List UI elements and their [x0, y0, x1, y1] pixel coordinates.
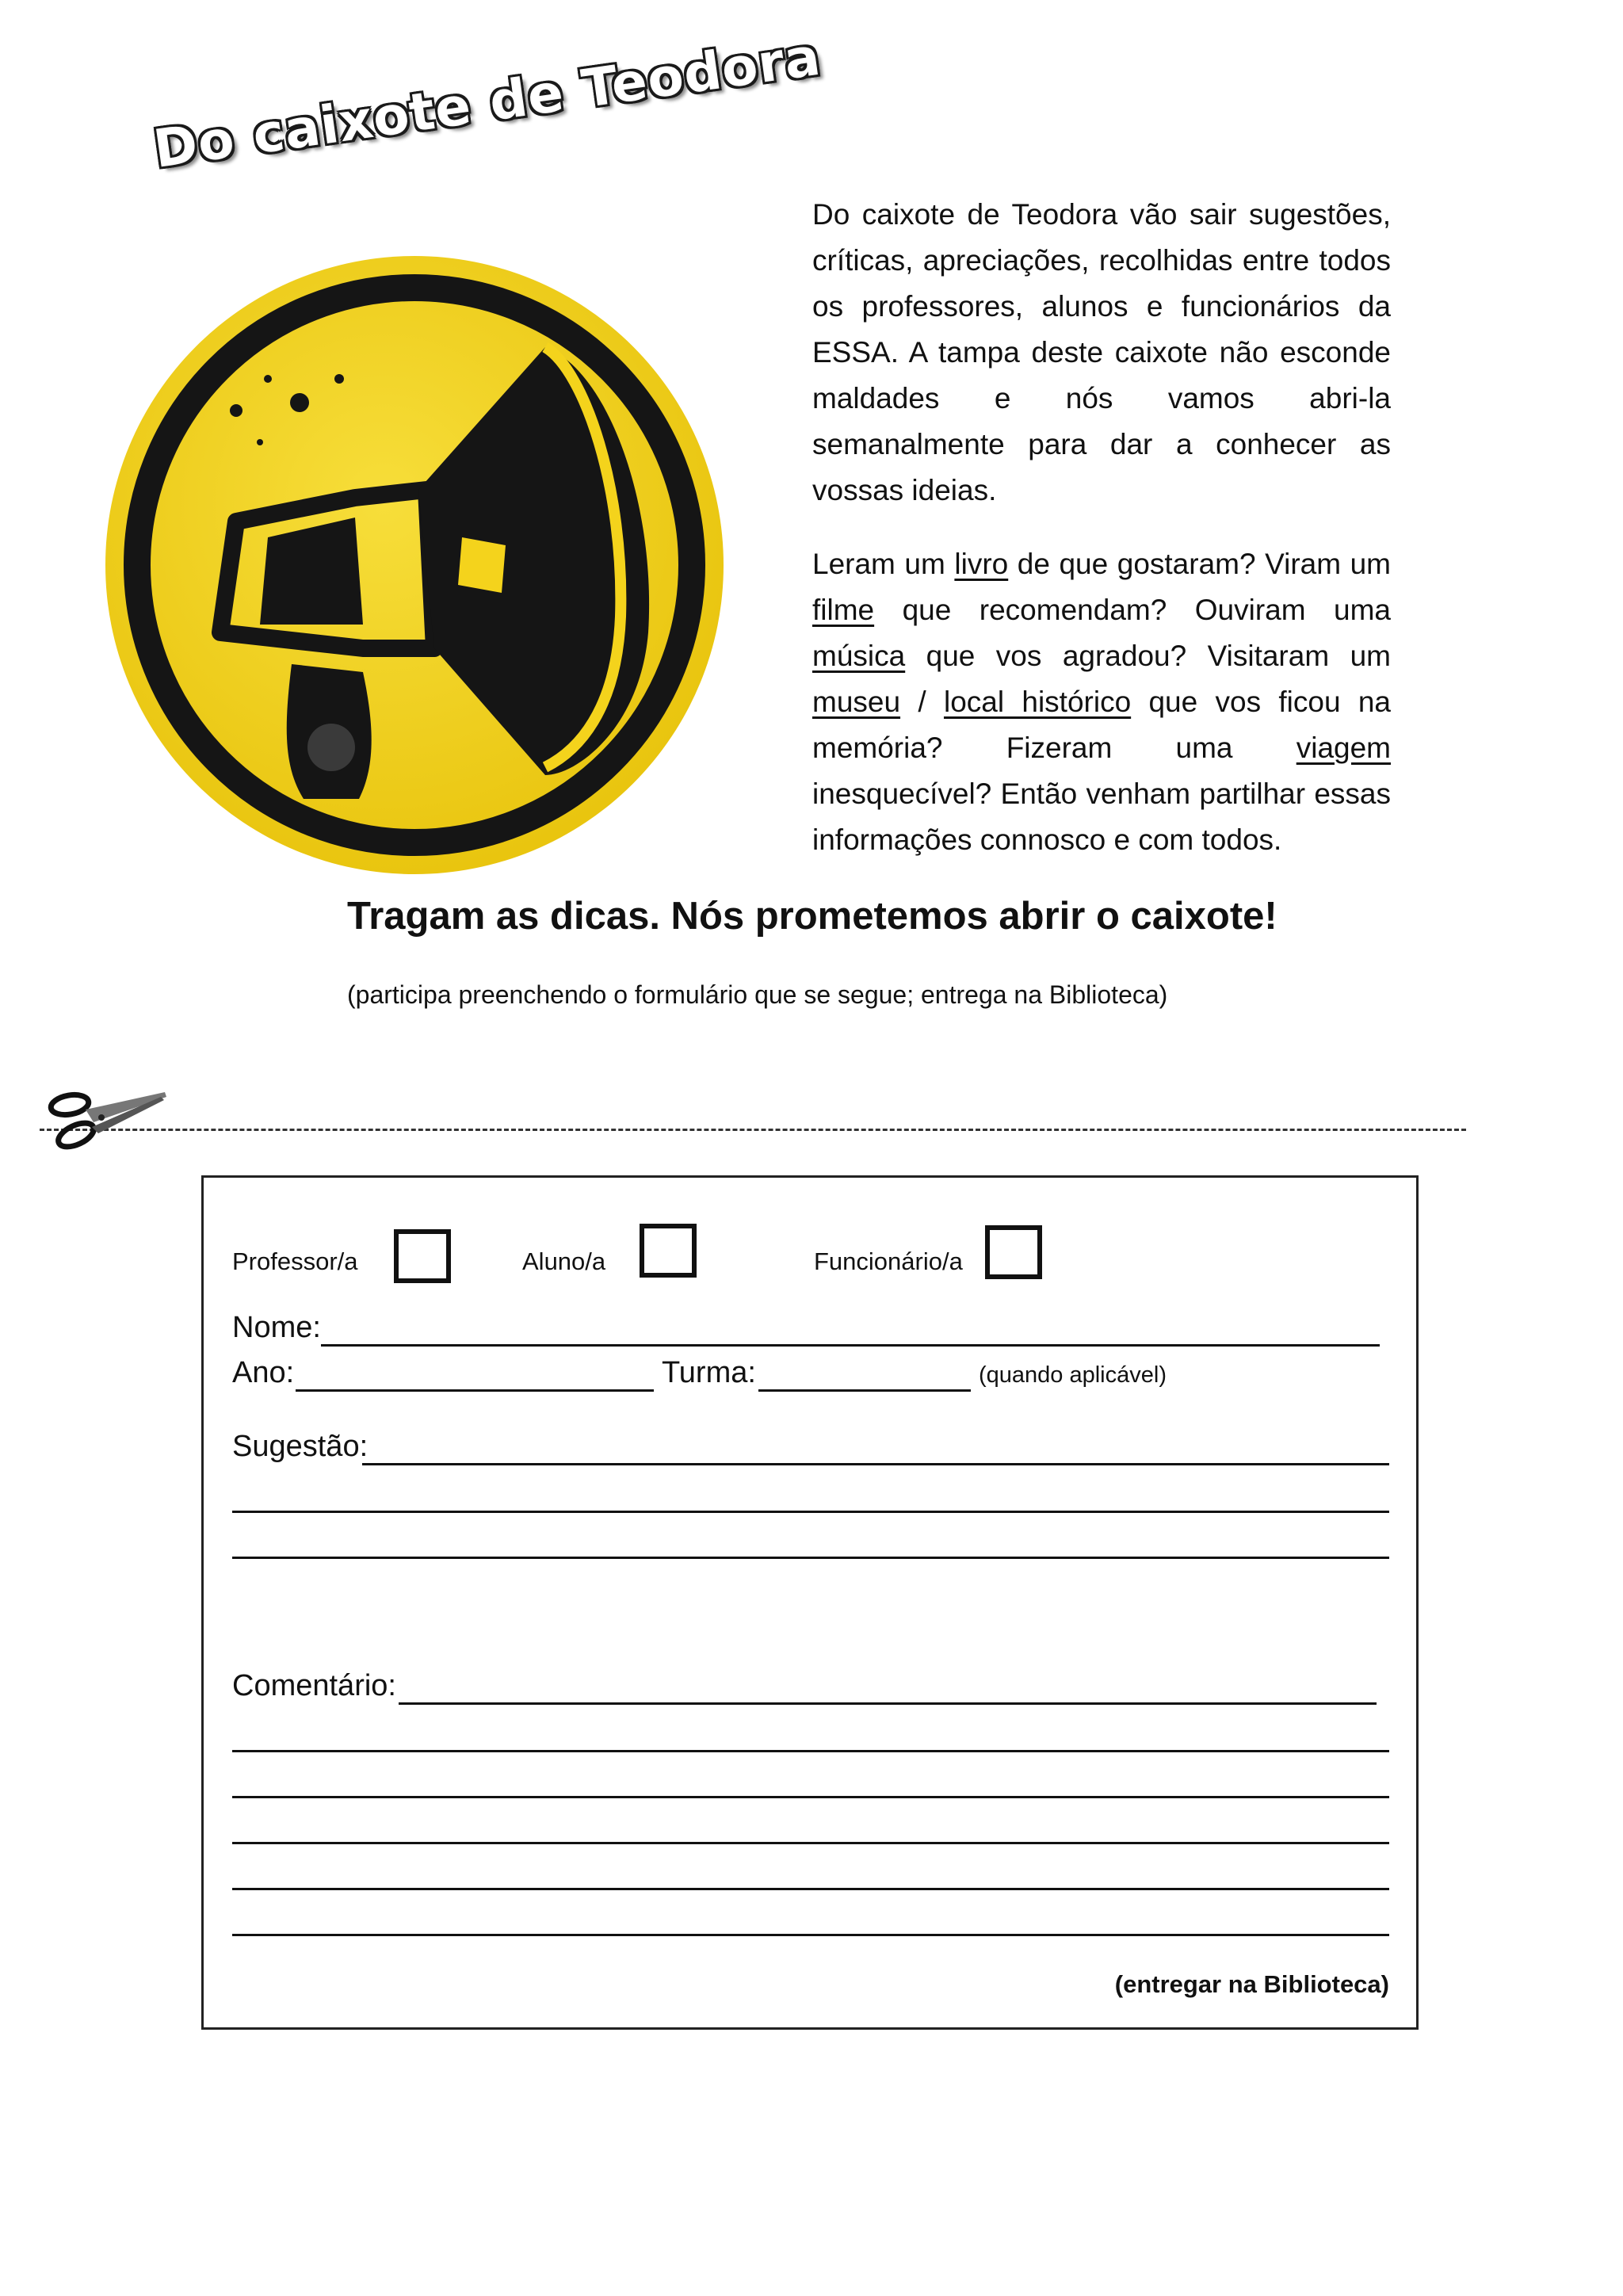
text-segment: inesquecível? Então venham partilhar essas informações connosco e com todos.: [812, 777, 1391, 856]
comentario-label: Comentário:: [232, 1669, 396, 1702]
ano-label: Ano:: [232, 1356, 295, 1389]
checkbox-professor[interactable]: [394, 1229, 451, 1283]
text-segment: que vos ficou na memória? Fizeram uma: [812, 686, 1392, 764]
role-label-funcionario: Funcionário/a: [814, 1247, 963, 1275]
comentario-line[interactable]: [232, 1888, 1389, 1890]
comentario-line[interactable]: [232, 1842, 1389, 1844]
text-segment: que vos agradou? Visitaram um: [905, 640, 1391, 672]
comentario-line[interactable]: [232, 1934, 1389, 1936]
nome-line[interactable]: [321, 1344, 1380, 1347]
role-label-aluno: Aluno/a: [522, 1247, 606, 1275]
ano-line[interactable]: [296, 1389, 654, 1392]
form-footer-note: (entregar na Biblioteca): [1114, 1970, 1389, 1998]
scissors-icon: [46, 1081, 173, 1152]
headline: Tragam as dicas. Nós prometemos abrir o caixote!: [347, 895, 1277, 938]
sugestao-line[interactable]: [232, 1557, 1389, 1559]
sugestao-label: Sugestão:: [232, 1430, 369, 1463]
text-segment: Leram um: [812, 548, 955, 580]
feedback-form: [201, 1175, 1419, 2030]
megaphone-icon: [101, 252, 727, 878]
turma-note: (quando aplicável): [979, 1362, 1167, 1388]
sugestao-line[interactable]: [362, 1463, 1389, 1465]
underlined-word-museu: museu: [812, 686, 901, 718]
comentario-line[interactable]: [399, 1702, 1377, 1705]
underlined-word-local: local histórico: [943, 686, 1132, 718]
role-label-professor: Professor/a: [232, 1247, 358, 1275]
nome-label: Nome:: [232, 1311, 321, 1344]
checkbox-aluno[interactable]: [640, 1224, 697, 1278]
page-title: Do caixote de Teodora: [150, 25, 825, 180]
turma-label: Turma:: [662, 1356, 756, 1389]
cut-line: [40, 1129, 1466, 1131]
comentario-line[interactable]: [232, 1750, 1389, 1752]
questions-paragraph: [812, 541, 1391, 863]
instruction-note: (participa preenchendo o formulário que se segue; entrega na Biblioteca): [347, 980, 1168, 1009]
nome-field[interactable]: [232, 1311, 321, 1345]
text-segment: que recomendam? Ouviram uma: [874, 594, 1391, 626]
underlined-word-livro: livro: [954, 548, 1009, 580]
underlined-word-filme: filme: [812, 594, 875, 626]
text-segment: /: [900, 686, 944, 718]
text-segment: de que gostaram? Viram um: [1008, 548, 1391, 580]
checkbox-funcionario[interactable]: [985, 1225, 1042, 1279]
comentario-line[interactable]: [232, 1796, 1389, 1798]
sugestao-line[interactable]: [232, 1511, 1389, 1513]
intro-paragraph: Do caixote de Teodora vão sair sugestões, críticas, apreciações, recolhidas entre todos os professores, alunos e funcionários da ESSA. A tampa deste caixote não esconde maldades e nós vamos abri-la semanalmente para dar a conhecer as vossas ideias.: [812, 198, 1391, 506]
underlined-word-viagem: viagem: [1296, 732, 1391, 764]
turma-line[interactable]: [758, 1389, 971, 1392]
underlined-word-musica: música: [812, 640, 906, 672]
